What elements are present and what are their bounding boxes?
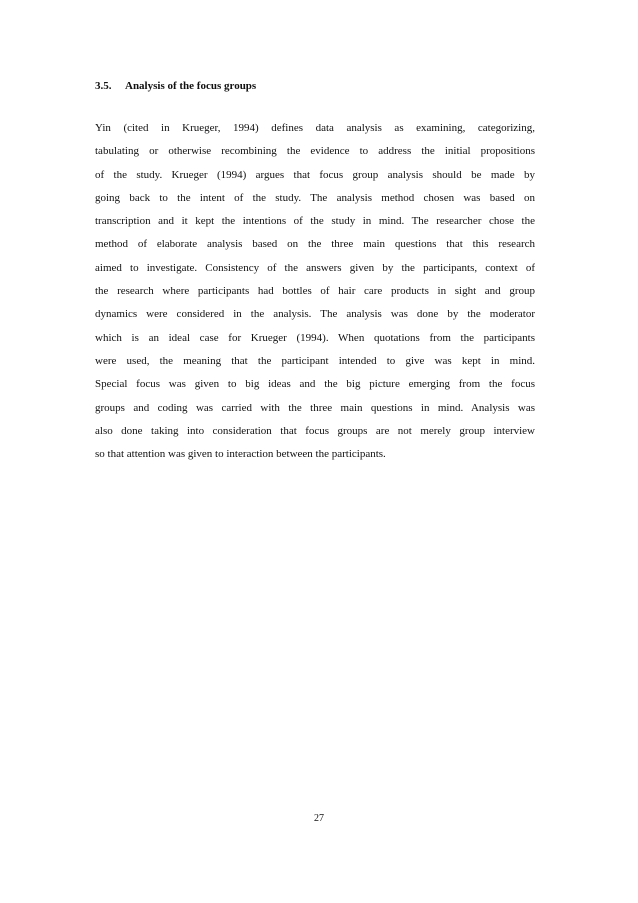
paragraph-line: which is an ideal case for Krueger (1994). When quotations from the participants (95, 331, 535, 344)
paragraph-line: so that attention was given to interaction between the participants. (95, 448, 386, 461)
paragraph-line: groups and coding was carried with the three main questions in mind. Analysis was (95, 401, 535, 414)
paragraph-line: the research where participants had bottles of hair care products in sight and group (95, 285, 535, 298)
paragraph-line: were used, the meaning that the participant intended to give was kept in mind. (95, 354, 535, 367)
paragraph-line: transcription and it kept the intentions of the study in mind. The researcher chose the (95, 215, 535, 228)
paragraph-line: Yin (cited in Krueger, 1994) defines data analysis as examining, categorizing, (95, 122, 535, 134)
section-number: 3.5. (95, 80, 112, 92)
paragraph-line: tabulating or otherwise recombining the evidence to address the initial propositions (95, 145, 535, 158)
page-number: 27 (314, 813, 324, 824)
section-title: Analysis of the focus groups (125, 80, 257, 92)
paragraph-line: of the study. Krueger (1994) argues that focus group analysis should be made by (95, 168, 535, 181)
section-heading (95, 79, 256, 93)
paragraph-line: going back to the intent of the study. The analysis method chosen was based on (95, 191, 535, 204)
paragraph-line: dynamics were considered in the analysis. The analysis was done by the moderator (95, 308, 535, 321)
paragraph-line: Special focus was given to big ideas and the big picture emerging from the focus (95, 378, 535, 391)
paragraph-line: aimed to investigate. Consistency of the answers given by the participants, context of (95, 261, 535, 274)
body-paragraph (95, 121, 535, 470)
paragraph-line: also done taking into consideration that focus groups are not merely group interview (95, 424, 535, 437)
paragraph-line: method of elaborate analysis based on the three main questions that this research (95, 238, 535, 251)
